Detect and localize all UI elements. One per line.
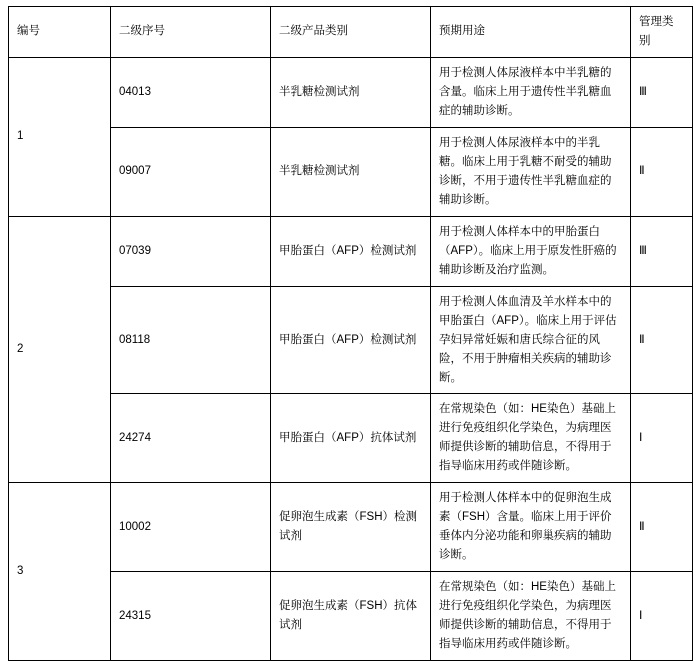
product-category: 甲胎蛋白（AFP）抗体试剂 — [271, 394, 431, 483]
intended-use: 用于检测人体尿液样本中半乳糖的含量。临床上用于遗传性半乳糖血症的辅助诊断。 — [431, 57, 631, 127]
management-class: Ⅲ — [631, 216, 693, 286]
intended-use: 用于检测人体样本中的促卵泡生成素（FSH）含量。临床上用于评价垂体内分泌功能和卵巢疾病的辅助诊断。 — [431, 483, 631, 572]
management-class: Ⅰ — [631, 394, 693, 483]
column-header-sub-no: 二级序号 — [111, 7, 271, 58]
table-body — [9, 57, 693, 660]
management-class: Ⅱ — [631, 127, 693, 216]
table-header-row — [9, 7, 693, 58]
management-class: Ⅱ — [631, 483, 693, 572]
column-header-intended-use: 预期用途 — [431, 7, 631, 58]
table-row — [9, 394, 693, 483]
table-row — [9, 483, 693, 572]
sub-number: 08118 — [111, 286, 271, 394]
sub-number: 07039 — [111, 216, 271, 286]
column-header-category: 二级产品类别 — [271, 7, 431, 58]
product-category: 促卵泡生成素（FSH）检测试剂 — [271, 483, 431, 572]
intended-use: 用于检测人体尿液样本中的半乳糖。临床上用于乳糖不耐受的辅助诊断，不用于遗传性半乳糖血症的辅助诊断。 — [431, 127, 631, 216]
group-number: 3 — [9, 483, 111, 661]
sub-number: 09007 — [111, 127, 271, 216]
product-catalog-table — [8, 6, 693, 661]
product-category: 甲胎蛋白（AFP）检测试剂 — [271, 216, 431, 286]
product-category: 促卵泡生成素（FSH）抗体试剂 — [271, 572, 431, 661]
sub-number: 24274 — [111, 394, 271, 483]
table-row — [9, 127, 693, 216]
intended-use: 用于检测人体样本中的甲胎蛋白（AFP）。临床上用于原发性肝癌的辅助诊断及治疗监测。 — [431, 216, 631, 286]
product-category: 半乳糖检测试剂 — [271, 57, 431, 127]
group-number: 2 — [9, 216, 111, 483]
table-row — [9, 286, 693, 394]
sub-number: 10002 — [111, 483, 271, 572]
intended-use: 在常规染色（如：HE染色）基础上进行免疫组织化学染色，为病理医师提供诊断的辅助信息，不得用于指导临床用药或伴随诊断。 — [431, 394, 631, 483]
group-number: 1 — [9, 57, 111, 216]
management-class: Ⅰ — [631, 572, 693, 661]
product-category: 半乳糖检测试剂 — [271, 127, 431, 216]
sub-number: 24315 — [111, 572, 271, 661]
table-header — [9, 7, 693, 58]
table-row — [9, 572, 693, 661]
product-category: 甲胎蛋白（AFP）检测试剂 — [271, 286, 431, 394]
intended-use: 在常规染色（如：HE染色）基础上进行免疫组织化学染色，为病理医师提供诊断的辅助信息，不得用于指导临床用药或伴随诊断。 — [431, 572, 631, 661]
intended-use: 用于检测人体血清及羊水样本中的甲胎蛋白（AFP）。临床上用于评估孕妇异常妊娠和唐氏综合征的风险，不用于肿瘤相关疾病的辅助诊断。 — [431, 286, 631, 394]
column-header-management-class: 管理类别 — [631, 7, 693, 58]
management-class: Ⅲ — [631, 57, 693, 127]
sub-number: 04013 — [111, 57, 271, 127]
table-row — [9, 216, 693, 286]
column-header-no: 编号 — [9, 7, 111, 58]
management-class: Ⅱ — [631, 286, 693, 394]
table-row — [9, 57, 693, 127]
